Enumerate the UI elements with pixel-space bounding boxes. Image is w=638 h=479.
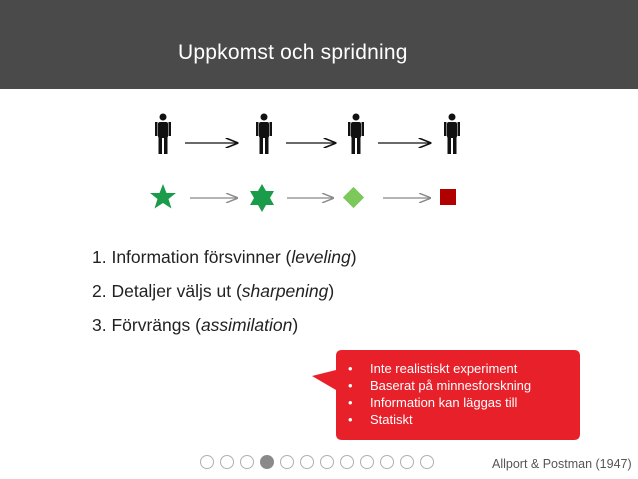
pager-dot[interactable] [280, 455, 294, 469]
callout-item: • Baserat på minnesforskning [348, 378, 532, 393]
critique-callout [334, 350, 580, 440]
pager-dot[interactable] [400, 455, 414, 469]
list-item: 1. Information försvinner (leveling) [92, 247, 357, 267]
list-item: 3. Förvrängs (assimilation) [92, 315, 299, 335]
pager-dot[interactable] [380, 455, 394, 469]
person-icon [444, 114, 460, 155]
star-icon [150, 184, 176, 209]
slide-title: Uppkomst och spridning [178, 41, 408, 64]
person-icon [256, 114, 272, 155]
pager-dot[interactable] [240, 455, 254, 469]
person-icon [155, 114, 171, 155]
findings-list [92, 240, 357, 342]
pager-dot[interactable] [300, 455, 314, 469]
callout-item: • Statiskt [348, 412, 413, 427]
pager-dot[interactable] [420, 455, 434, 469]
slide-pager [200, 455, 434, 473]
pager-dot[interactable] [360, 455, 374, 469]
list-item: 2. Detaljer väljs ut (sharpening) [92, 281, 335, 301]
pager-dot[interactable] [220, 455, 234, 469]
pager-dot[interactable] [200, 455, 214, 469]
pager-dot[interactable] [320, 455, 334, 469]
callout-item: • Information kan läggas till [348, 395, 518, 410]
pager-dot[interactable] [340, 455, 354, 469]
person-icon [348, 114, 364, 155]
chain-diagram [0, 110, 638, 220]
citation: Allport & Postman (1947) [492, 457, 632, 471]
six-point-star-icon [250, 184, 274, 212]
square-icon [440, 189, 456, 205]
header-bar [0, 0, 638, 89]
pager-dot[interactable] [260, 455, 274, 469]
diamond-icon [343, 187, 364, 208]
callout-item: • Inte realistiskt experiment [348, 361, 518, 376]
